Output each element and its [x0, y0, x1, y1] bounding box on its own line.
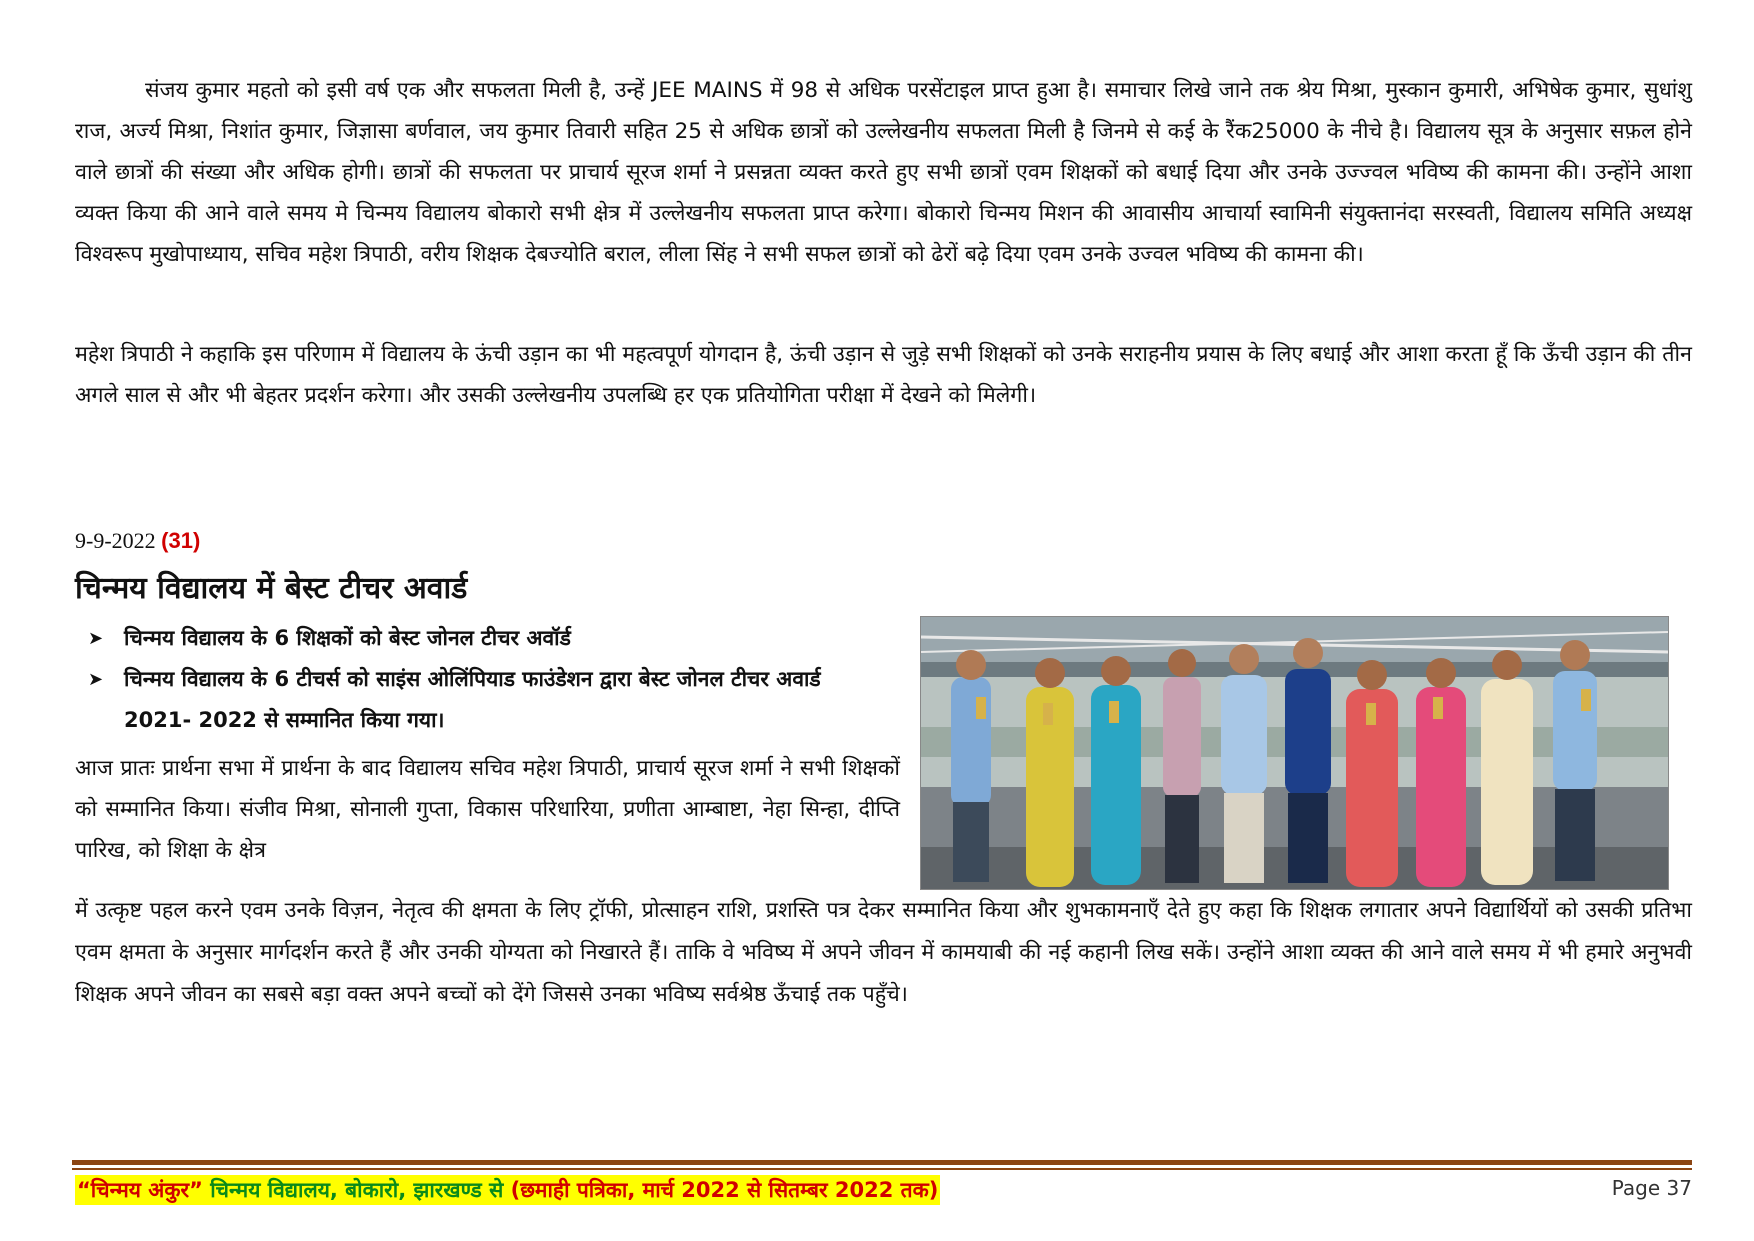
footer-rule-thin [72, 1168, 1692, 1170]
article-body-side: आज प्रातः प्रार्थना सभा में प्रार्थना के बाद विद्यालय सचिव महेश त्रिपाठी, प्राचार्य सूरज शर्मा ने सभी शिक्षकों को सम्मानित किया। संजीव मिश्रा, सोनाली गुप्ता, विकास परिधारिया, प्रणीता आम्बाष्टा, नेहा सिन्हा, दीप्ति पारिख, को शिक्षा के क्षेत्र [75, 756, 900, 863]
highlight-text: चिन्मय विद्यालय के 6 शिक्षकों को बेस्ट जोनल टीचर अवॉर्ड [124, 626, 571, 650]
magazine-name: “चिन्मय अंकुर” [77, 1178, 203, 1202]
article-paragraph-2: महेश त्रिपाठी ने कहाकि इस परिणाम में विद्यालय के ऊंची उड़ान का भी महत्वपूर्ण योगदान है, ऊंची उड़ान से जुड़े सभी शिक्षकों को उनके सराहनीय प्रयास के लिए बधाई और आशा करता हूँ कि ऊँची उड़ान की तीन अगले साल से और भी बेहतर प्रदर्शन करेगा। और उसकी उल्लेखनीय उपलब्धि हर एक प्रतियोगिता परीक्षा में देखने को मिलेगी। [75, 342, 1692, 408]
page-number: Page 37 [1611, 1176, 1692, 1200]
article-body-continued: में उत्कृष्ट पहल करने एवम उनके विज़न, नेतृत्व की क्षमता के लिए ट्रॉफी, प्रोत्साहन राशि, प्रशस्ति पत्र देकर सम्मानित किया और शुभकामनाएँ देते हुए कहा कि शिक्षक लगातार अपने विद्यार्थियों को उसकी प्रतिभा एवम क्षमता के अनुसार मार्गदर्शन करते हैं और उनकी योग्यता को निखारते हैं। ताकि वे भविष्य में अपने जीवन में कामयाबी की नई कहानी लिख सकें। उन्होंने आशा व्यक्त की आने वाले समय में भी हमारे अनुभवी शिक्षक अपने जीवन का सबसे बड़ा वक्त अपने बच्चों को देंगे जिससे उनका भविष्य सर्वश्रेष्ठ ऊँचाई तक पहुँचे। [75, 898, 1692, 1007]
arrow-bullet-icon: ➤ [88, 669, 104, 690]
article-number: (31) [161, 528, 201, 553]
highlight-text: चिन्मय विद्यालय के 6 टीचर्स को साइंस ओलिंपियाड फाउंडेशन द्वारा बेस्ट जोनल टीचर अवार्ड 2021- 2022 से सम्मानित किया गया। [124, 667, 821, 732]
article-date: 9-9-2022 [75, 528, 156, 553]
award-ceremony-photo [920, 616, 1669, 890]
footer-rule-thick [72, 1160, 1692, 1165]
list-item [80, 659, 895, 741]
group-photo-illustration [921, 617, 1668, 889]
list-item [80, 618, 895, 659]
magazine-footer [75, 1175, 940, 1205]
edition-period: (छमाही पत्रिका, मार्च 2022 से सितम्बर 2022 तक) [510, 1178, 939, 1202]
article-paragraph-1: संजय कुमार महतो को इसी वर्ष एक और सफलता मिली है, उन्हें JEE MAINS में 98 से अधिक परसेंटाइल प्राप्त हुआ है। समाचार लिखे जाने तक श्रेय मिश्रा, मुस्कान कुमारी, अभिषेक कुमार, सुधांशु राज, अर्ज्य मिश्रा, निशांत कुमार, जिज्ञासा बर्णवाल, जय कुमार तिवारी सहित 25 से अधिक छात्रों को उल्लेखनीय सफलता मिली है जिनमे से कई के रैंक25000 के नीचे है। विद्यालय सूत्र के अनुसार सफ़ल होने वाले छात्रों की संख्या और अधिक होगी। छात्रों की सफलता पर प्राचार्य सूरज शर्मा ने प्रसन्नता व्यक्त करते हुए सभी छात्रों एवम शिक्षकों को बधाई दिया और उनके उज्ज्वल भविष्य की कामना की। उन्होंने आशा व्यक्त किया की आने वाले समय मे चिन्मय विद्यालय बोकारो सभी क्षेत्र में उल्लेखनीय सफलता प्राप्त करेगा। बोकारो चिन्मय मिशन की आवासीय आचार्या स्वामिनी संयुक्तानंदा सरस्वती, विद्यालय समिति अध्यक्ष विश्वरूप मुखोपाध्याय, सचिव महेश त्रिपाठी, वरीय शिक्षक देबज्योति बराल, लीला सिंह ने सभी सफल छात्रों को ढेरों बढ़े दिया एवम उनके उज्वल भविष्य की कामना की। [75, 78, 1692, 267]
arrow-bullet-icon: ➤ [88, 628, 104, 649]
article-title: चिन्मय विद्यालय में बेस्ट टीचर अवार्ड [75, 571, 468, 606]
school-location: चिन्मय विद्यालय, बोकारो, झारखण्ड से [210, 1178, 504, 1202]
highlight-list [80, 618, 895, 741]
article-dateline [75, 528, 200, 554]
